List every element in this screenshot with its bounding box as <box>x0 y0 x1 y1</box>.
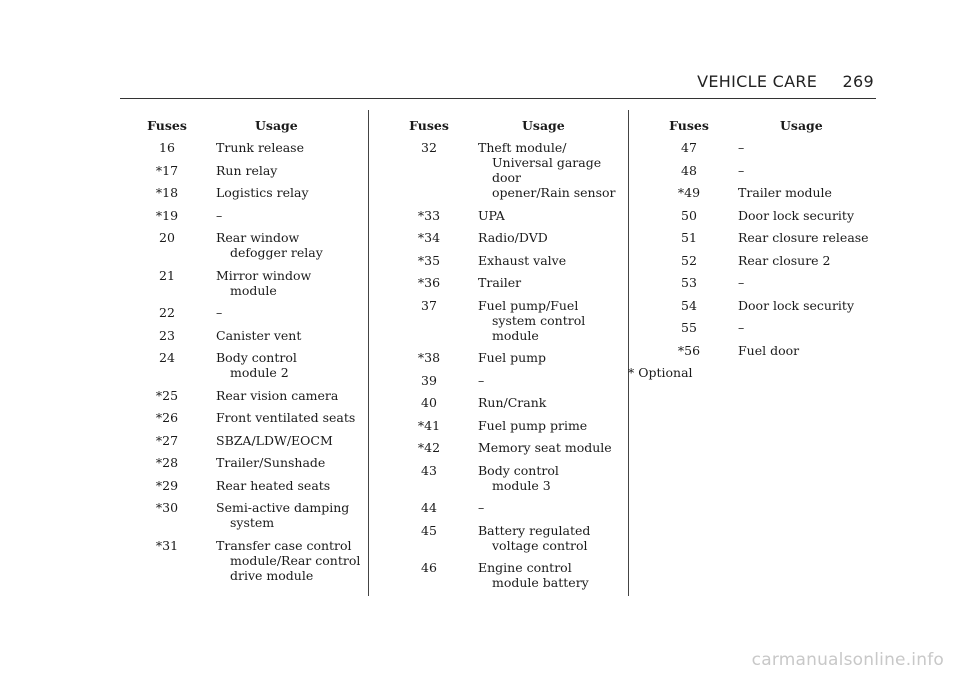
table-row <box>650 230 880 245</box>
fuse-usage <box>468 253 620 268</box>
table-row <box>650 208 880 223</box>
table-row <box>390 500 620 515</box>
table-row <box>390 560 620 590</box>
fuse-number: 22 <box>159 305 175 320</box>
fuse-usage <box>468 298 620 343</box>
usage-line: – <box>738 275 745 290</box>
table-row <box>650 185 880 200</box>
fuses-header: Fuses <box>669 118 709 133</box>
fuse-usage <box>728 275 880 290</box>
usage-line: Trailer/Sunshade <box>216 455 326 470</box>
table-row <box>390 140 620 200</box>
table-row <box>650 343 880 358</box>
fuse-number: 16 <box>159 140 175 155</box>
fuse-number: *35 <box>417 252 441 268</box>
fuse-usage <box>206 163 362 178</box>
usage-line: module/Rear control <box>230 552 361 568</box>
fuse-usage <box>728 230 880 245</box>
usage-line: module <box>230 282 277 298</box>
page-header <box>697 72 874 91</box>
header-rule <box>120 98 876 99</box>
usage-line: Door lock security <box>738 297 855 313</box>
fuse-number: 37 <box>421 297 437 313</box>
fuse-usage <box>206 350 362 380</box>
table-row <box>390 418 620 433</box>
table-row <box>128 328 362 343</box>
usage-line: Fuel pump prime <box>478 417 588 433</box>
fuse-usage <box>206 433 362 448</box>
table-header <box>128 118 362 133</box>
usage-line: system control <box>492 312 586 328</box>
table-row <box>390 208 620 223</box>
usage-line: Fuel pump <box>478 350 546 365</box>
usage-header: Usage <box>780 118 823 133</box>
usage-line: Run/Crank <box>478 395 547 410</box>
table-row <box>650 253 880 268</box>
page-number: 269 <box>842 72 874 91</box>
fuse-number: *18 <box>155 185 179 200</box>
footnote: * Optional <box>628 365 693 380</box>
fuse-usage <box>468 395 620 410</box>
fuse-usage <box>206 478 362 493</box>
fuse-usage <box>468 373 620 388</box>
fuse-number: *33 <box>417 207 441 223</box>
fuse-usage <box>468 208 620 223</box>
usage-line: Trunk release <box>216 140 304 155</box>
fuse-usage <box>728 320 880 335</box>
watermark: carmanualsonline.info <box>751 650 944 670</box>
table-row <box>390 253 620 268</box>
usage-line: Transfer case control <box>216 537 352 553</box>
fuse-number: 47 <box>681 140 697 155</box>
fuse-usage <box>728 343 880 358</box>
fuse-usage <box>728 208 880 223</box>
usage-line: – <box>738 162 745 178</box>
fuse-number: *38 <box>417 350 441 365</box>
table-row <box>128 185 362 200</box>
table-row <box>128 140 362 155</box>
fuses-header: Fuses <box>147 118 187 133</box>
table-row <box>390 350 620 365</box>
fuse-number: *56 <box>677 342 701 358</box>
table-row <box>650 298 880 313</box>
usage-line: Memory seat module <box>478 440 612 455</box>
usage-line: module battery <box>492 575 589 590</box>
fuse-number: 39 <box>421 372 437 388</box>
fuse-number: 24 <box>159 350 175 365</box>
fuse-number: *30 <box>155 500 179 515</box>
table-row <box>128 455 362 470</box>
usage-line: Fuel door <box>738 342 800 358</box>
table-row <box>128 230 362 260</box>
fuse-usage <box>468 523 620 553</box>
fuse-usage <box>206 268 362 298</box>
fuse-usage <box>728 163 880 178</box>
usage-line: Rear heated seats <box>216 477 331 493</box>
usage-line: Trailer <box>478 275 522 290</box>
fuse-number: *31 <box>155 537 179 553</box>
fuse-number: 32 <box>421 140 437 155</box>
fuse-usage <box>468 350 620 365</box>
fuse-number: 54 <box>681 297 697 313</box>
fuse-usage <box>728 140 880 155</box>
usage-line: Rear vision camera <box>216 387 339 403</box>
table-row <box>390 230 620 245</box>
usage-line: drive module <box>230 567 314 583</box>
usage-line: Theft module/ <box>478 140 567 155</box>
usage-line: Semi-active damping <box>216 500 350 515</box>
fuse-usage <box>468 500 620 515</box>
table-row <box>390 275 620 290</box>
table-row <box>128 433 362 448</box>
fuse-usage <box>206 500 362 530</box>
table-row <box>128 410 362 425</box>
fuse-table-column-3 <box>628 118 880 380</box>
fuse-number: *34 <box>417 230 441 245</box>
usage-line: Door lock security <box>738 207 855 223</box>
fuse-number: *42 <box>417 440 441 455</box>
fuse-usage <box>728 253 880 268</box>
fuse-usage <box>206 185 362 200</box>
fuse-number: *49 <box>677 185 701 200</box>
table-row <box>650 320 880 335</box>
fuse-number: 44 <box>421 500 437 515</box>
table-row <box>390 298 620 343</box>
fuse-usage <box>468 418 620 433</box>
fuse-number: 55 <box>681 320 697 335</box>
usage-line: – <box>216 207 223 223</box>
fuse-number: 20 <box>159 230 175 245</box>
usage-line: defogger relay <box>230 245 323 260</box>
usage-line: Canister vent <box>216 327 302 343</box>
fuse-number: *36 <box>417 275 441 290</box>
usage-line: Fuel pump/Fuel <box>478 297 579 313</box>
fuse-number: 46 <box>421 560 437 575</box>
fuse-number: *19 <box>155 207 179 223</box>
table-header <box>650 118 880 133</box>
table-row <box>650 275 880 290</box>
table-row <box>128 268 362 298</box>
fuse-number: *27 <box>155 432 179 448</box>
fuse-usage <box>728 298 880 313</box>
usage-line: Universal garage door <box>492 155 602 185</box>
usage-line: Battery regulated <box>478 522 591 538</box>
fuse-number: 45 <box>421 522 437 538</box>
usage-line: Mirror window <box>216 267 312 283</box>
usage-line: – <box>478 372 485 388</box>
fuse-usage <box>206 388 362 403</box>
usage-line: Engine control <box>478 560 572 575</box>
fuse-usage <box>468 275 620 290</box>
usage-line: Exhaust valve <box>478 252 567 268</box>
table-header <box>390 118 620 133</box>
fuse-number: 50 <box>681 207 697 223</box>
fuse-table-column-1 <box>128 118 362 590</box>
table-row <box>128 500 362 530</box>
table-row <box>128 478 362 493</box>
fuse-usage <box>206 230 362 260</box>
table-row <box>390 373 620 388</box>
table-row <box>128 350 362 380</box>
usage-line: Rear closure release <box>738 230 869 245</box>
usage-line: opener/Rain sensor <box>492 185 616 200</box>
fuses-header: Fuses <box>409 118 449 133</box>
usage-line: module 3 <box>492 477 551 493</box>
fuse-number: 40 <box>421 395 437 410</box>
fuse-number: *29 <box>155 477 179 493</box>
usage-line: Logistics relay <box>216 185 309 200</box>
usage-line: voltage control <box>492 537 588 553</box>
table-row <box>390 463 620 493</box>
usage-line: Trailer module <box>738 185 832 200</box>
table-rows <box>650 140 880 358</box>
table-row <box>390 523 620 553</box>
usage-line: SBZA/LDW/EOCM <box>216 432 333 448</box>
fuse-number: 51 <box>681 230 697 245</box>
usage-line: Rear window <box>216 230 300 245</box>
table-row <box>128 538 362 583</box>
fuse-usage <box>206 328 362 343</box>
usage-line: module 2 <box>230 365 289 380</box>
table-row <box>390 440 620 455</box>
fuse-usage <box>206 410 362 425</box>
table-rows <box>390 140 620 590</box>
fuse-number: 43 <box>421 462 437 478</box>
fuse-number: 53 <box>681 275 697 290</box>
usage-header: Usage <box>255 118 298 133</box>
fuse-number: 21 <box>159 267 175 283</box>
fuse-number: *25 <box>155 387 179 403</box>
column-divider <box>628 110 629 596</box>
usage-line: Body control <box>478 462 559 478</box>
table-row <box>128 305 362 320</box>
usage-line: Body control <box>216 350 297 365</box>
fuse-number: *26 <box>155 410 179 425</box>
fuse-number: 23 <box>159 327 175 343</box>
table-row <box>390 395 620 410</box>
fuse-usage <box>206 305 362 320</box>
usage-line: Radio/DVD <box>478 230 548 245</box>
fuse-number: 52 <box>681 252 697 268</box>
usage-line: – <box>738 320 745 335</box>
fuse-usage <box>468 463 620 493</box>
table-row <box>128 388 362 403</box>
fuse-table-column-2 <box>390 118 620 598</box>
fuse-number: *28 <box>155 455 179 470</box>
fuse-usage <box>468 560 620 590</box>
fuse-usage <box>728 185 880 200</box>
fuse-usage <box>468 440 620 455</box>
section-title: VEHICLE CARE <box>697 72 818 91</box>
table-row <box>128 208 362 223</box>
fuse-number: 48 <box>681 162 697 178</box>
usage-line: UPA <box>478 207 505 223</box>
fuse-usage <box>206 455 362 470</box>
fuse-number: *41 <box>417 417 441 433</box>
fuse-usage <box>206 208 362 223</box>
column-divider <box>368 110 369 596</box>
fuse-number: *17 <box>155 162 179 178</box>
usage-line: module <box>492 327 539 343</box>
fuse-usage <box>468 140 620 200</box>
usage-line: Front ventilated seats <box>216 410 356 425</box>
fuse-usage <box>468 230 620 245</box>
table-row <box>128 163 362 178</box>
usage-header: Usage <box>522 118 565 133</box>
usage-line: – <box>478 500 485 515</box>
fuse-usage <box>206 538 362 583</box>
usage-line: Rear closure 2 <box>738 252 831 268</box>
usage-line: – <box>738 140 745 155</box>
table-rows <box>128 140 362 583</box>
usage-line: – <box>216 305 223 320</box>
usage-line: Run relay <box>216 162 278 178</box>
table-row <box>650 163 880 178</box>
table-row <box>650 140 880 155</box>
usage-line: system <box>230 515 275 530</box>
fuse-usage <box>206 140 362 155</box>
